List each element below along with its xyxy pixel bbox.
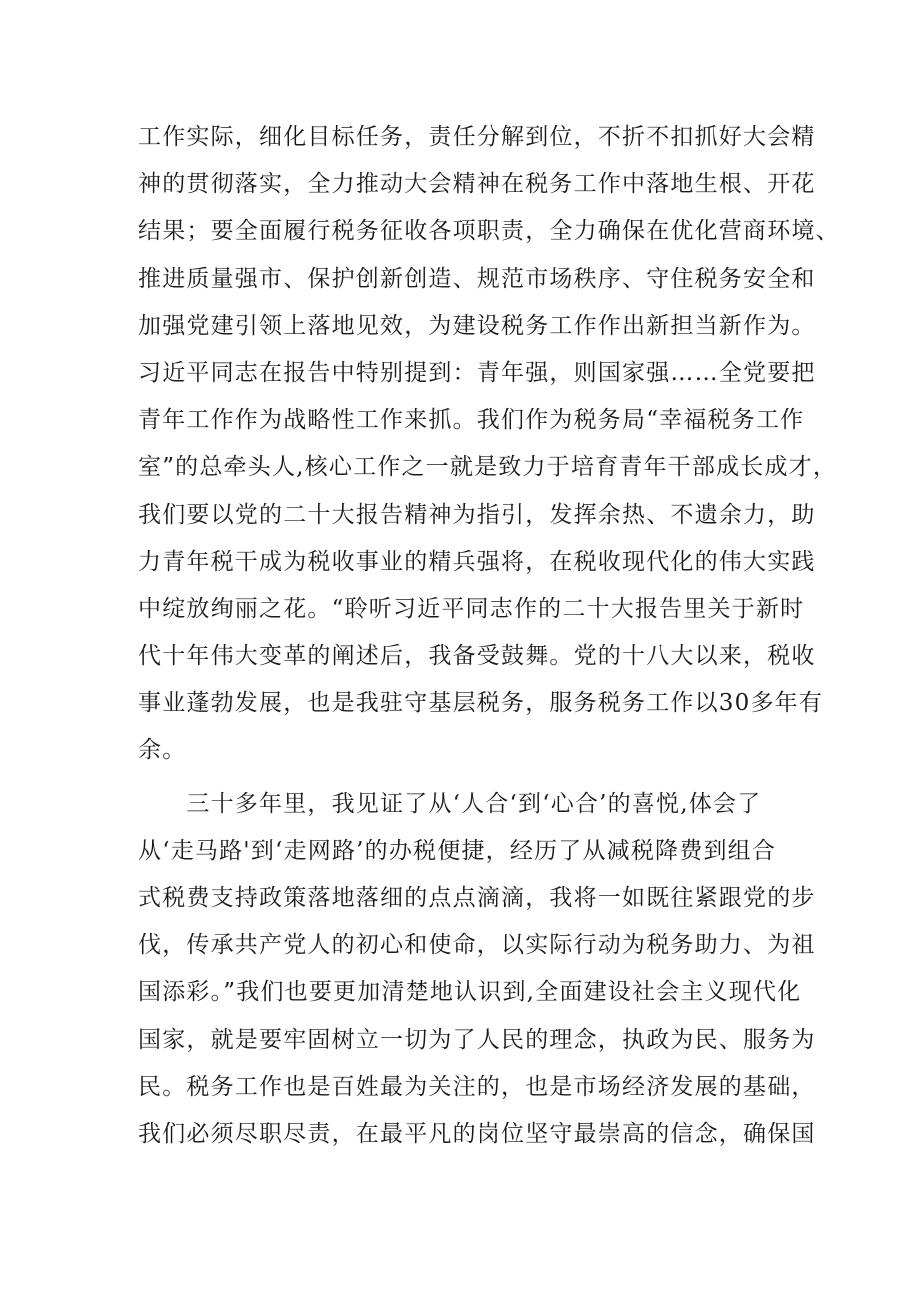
text-line: 国家，就是要牢固树立一切为了人民的理念，执政为民、服务为	[138, 1026, 816, 1053]
text-line: 神的贯彻落实，全力推动大会精神在税务工作中落地生根、开花	[138, 171, 816, 198]
text-line: 从‘走马路'到‘走网路’的办税便捷，经历了从减税降费到组合	[138, 837, 777, 864]
text-line: 代十年伟大变革的阐述后，我备受鼓舞。党的十八大以来，税收	[138, 643, 816, 670]
text-line: 伐，传承共产党人的初心和使命，以实际行动为税务助力、为祖	[138, 932, 816, 959]
text-line: 加强党建引领上落地见效，为建设税务工作作出新担当新作为。	[138, 312, 816, 339]
text-line: 室”的总牵头人,核心工作之一就是致力于培育青年干部成长成才，	[138, 454, 838, 481]
text-line: 三十多年里，我见证了从‘人合‘到‘心合’的喜悦,体会了	[138, 790, 762, 817]
text-line: 青年工作作为战略性工作来抓。我们作为税务局“幸福税务工作	[138, 407, 805, 434]
text-line: 工作实际，细化目标任务，责任分解到位，不折不扣抓好大会精	[138, 124, 816, 150]
text-line: 民。税务工作也是百姓最为关注的，也是市场经济发展的基础，	[138, 1073, 816, 1100]
text-line: 事业蓬勃发展，也是我驻守基层税务，服务税务工作以30多年有	[138, 690, 824, 717]
text-line: 结果；要全面履行税务征收各项职责，全力确保在优化营商环境、	[138, 218, 840, 245]
text-line: 中绽放绚丽之花。“聆听习近平同志作的二十大报告里关于新时	[138, 595, 805, 622]
text-line: 力青年税干成为税收事业的精兵强将，在税收现代化的伟大实践	[138, 548, 816, 575]
text-line: 余。	[138, 737, 187, 764]
body-text	[138, 114, 840, 1158]
text-line: 式税费支持政策落地落细的点点滴滴，我将一如既往紧跟党的步	[138, 885, 816, 911]
text-line: 习近平同志在报告中特别提到：青年强，则国家强……全党要把	[138, 359, 816, 386]
text-line: 推进质量强市、保护创新创造、规范市场秩序、守住税务安全和	[138, 265, 816, 292]
text-line: 我们要以党的二十大报告精神为指引，发挥余热、不遗余力，助	[138, 501, 816, 528]
text-line: 国添彩。”我们也要更加清楚地认识到,全面建设社会主义现代化	[138, 979, 802, 1006]
text-line: 我们必须尽职尽责，在最平凡的岗位坚守最崇高的信念，确保国	[138, 1120, 816, 1147]
